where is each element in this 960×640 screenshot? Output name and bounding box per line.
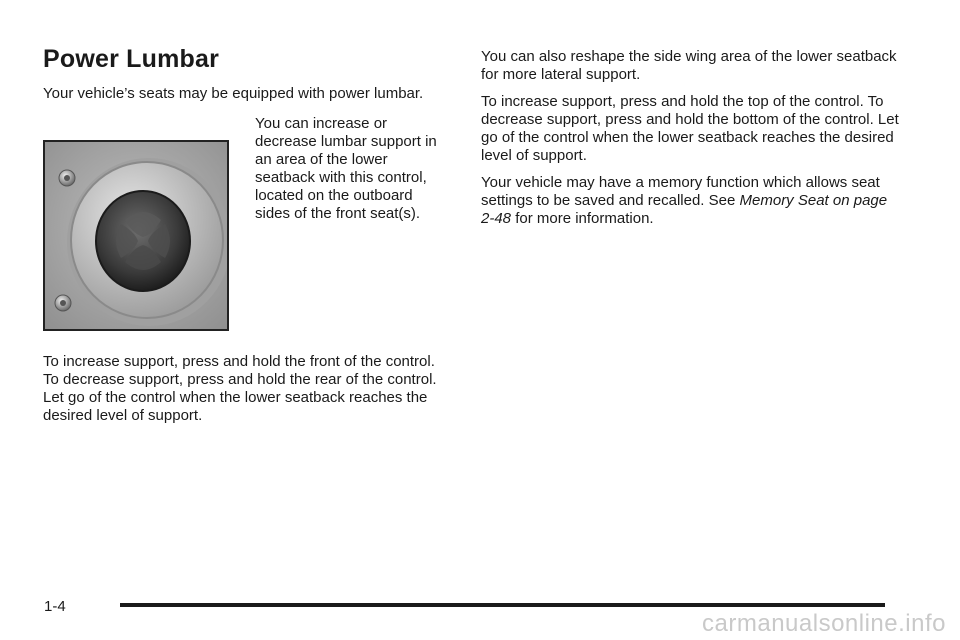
intro-paragraph: Your vehicle’s seats may be equipped with power lumbar. — [43, 85, 424, 102]
right-paragraph-2: To increase support, press and hold the top of the control. To decrease support, press and hold the bottom of the control. Let go of the control when the lower seatback reaches the desired level of support. — [481, 93, 899, 164]
memory-text-pre: Your vehicle may have a memory function which allows seat settings to be saved and recalled. See — [481, 174, 880, 209]
watermark: carmanualsonline.info — [702, 610, 946, 637]
page-title: Power Lumbar — [43, 45, 220, 73]
lumbar-control-illustration — [45, 142, 227, 329]
lumbar-control-photo — [43, 140, 229, 331]
figure-row — [43, 115, 451, 331]
footer-divider — [120, 603, 885, 607]
left-bottom-paragraph: To increase support, press and hold the front of the control. To decrease support, press and hold the rear of the control. Let go of the control when the lower seatback reaches the desired level of support. — [43, 353, 437, 424]
left-column — [43, 44, 451, 425]
figure-caption: You can increase or decrease lumbar support in an area of the lower seatback with this control, located on the outboard sides of the front seat(s). — [255, 115, 437, 222]
right-paragraph-3 — [481, 174, 901, 228]
page-number: 1-4 — [44, 598, 66, 615]
right-column — [481, 48, 901, 237]
memory-text-post: for more information. — [511, 210, 654, 227]
right-paragraph-1: You can also reshape the side wing area of the lower seatback for more lateral support. — [481, 48, 897, 83]
memory-seat-reference: Memory Seat on page 2-48 — [481, 192, 888, 227]
